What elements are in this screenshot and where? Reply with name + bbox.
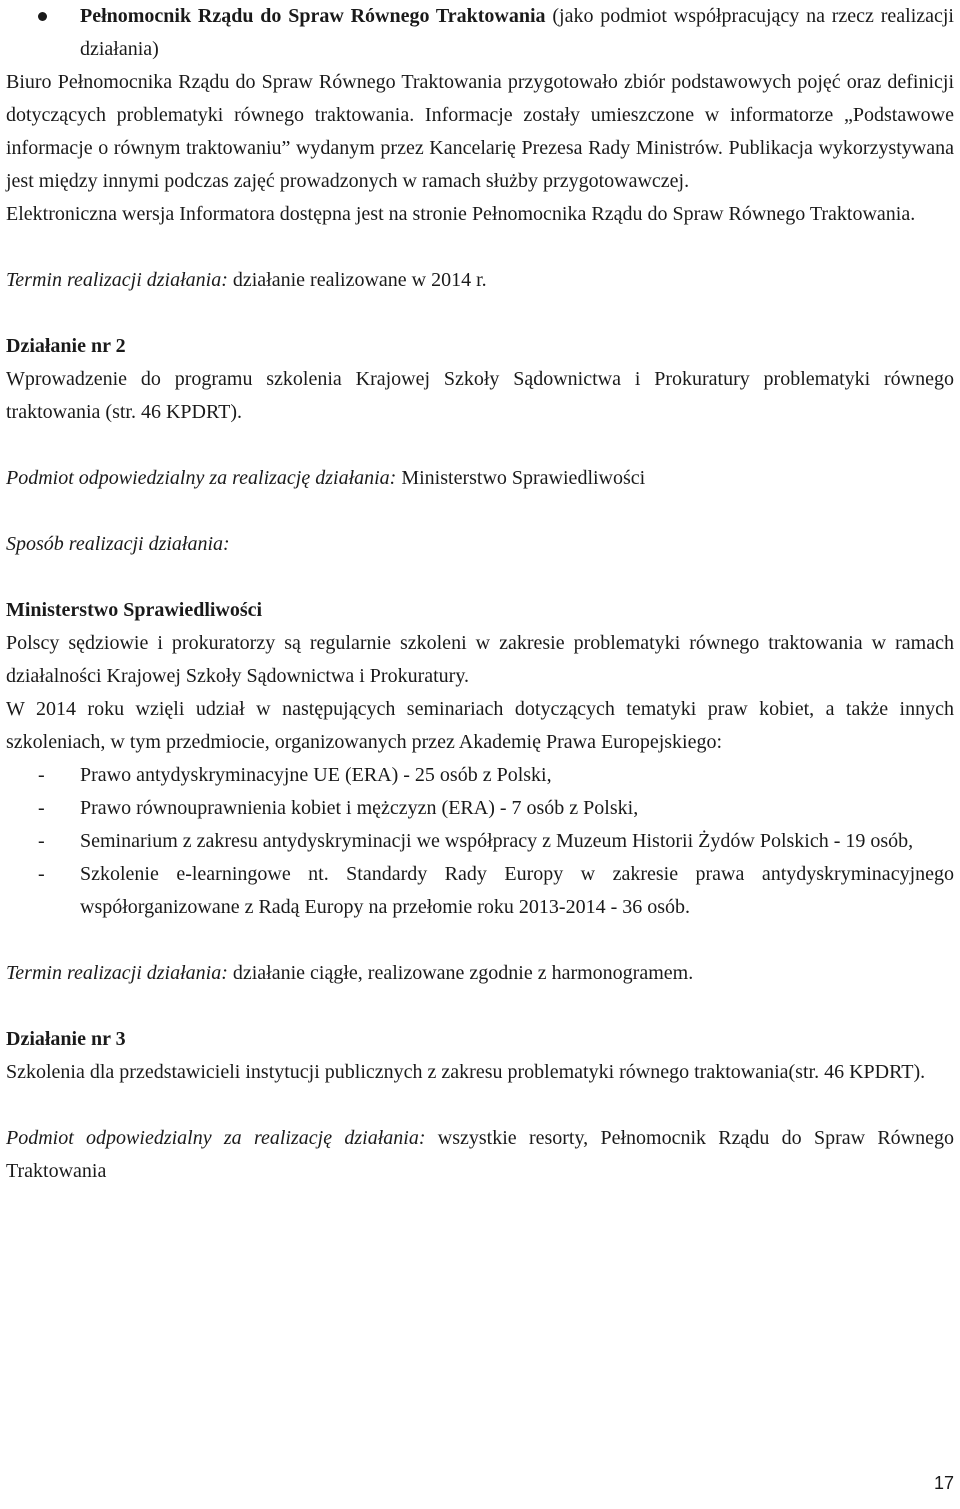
document-page: [6, 0, 954, 1188]
list-item: - Prawo równouprawnienia kobiet i mężczyzn (ERA) - 7 osób z Polski,: [6, 792, 954, 825]
deadline-label: Termin realizacji działania:: [6, 962, 228, 984]
action2-description: Wprowadzenie do programu szkolenia Krajowej Szkoły Sądownictwa i Prokuratury problematyki równego traktowania (str. 46 KPDRT).: [6, 368, 954, 423]
section1-deadline: [6, 264, 954, 297]
dash-marker: -: [38, 863, 45, 885]
action2-responsible: [6, 462, 954, 495]
action2-method-label: Sposób realizacji działania:: [6, 533, 230, 555]
action3-responsible: [6, 1122, 954, 1188]
bullet-bold-title: Pełnomocnik Rządu do Spraw Równego Traktowania: [80, 5, 546, 27]
action3-heading: Działanie nr 3: [6, 1028, 126, 1050]
action2-ministry-heading: Ministerstwo Sprawiedliwości: [6, 599, 263, 621]
list-item: - Seminarium z zakresu antydyskryminacji we współpracy z Muzeum Historii Żydów Polskich - 19 osób,: [6, 825, 954, 858]
action3-description: Szkolenia dla przedstawicieli instytucji publicznych z zakresu problematyki równego traktowania(str. 46 KPDRT).: [6, 1061, 926, 1083]
bullet-item-plenipotentiary: [6, 0, 954, 66]
deadline-value: działanie ciągłe, realizowane zgodnie z harmonogramem.: [232, 962, 694, 984]
responsible-label: Podmiot odpowiedzialny za realizację działania:: [6, 467, 397, 489]
action2-deadline: [6, 957, 954, 990]
action2-paragraph-1: Polscy sędziowie i prokuratorzy są regularnie szkoleni w zakresie problematyki równego traktowania w ramach działalności Krajowej Szkoły Sądownictwa i Prokuratury.: [6, 632, 954, 687]
responsible-label: Podmiot odpowiedzialny za realizację działania:: [6, 1127, 426, 1149]
responsible-value: Ministerstwo Sprawiedliwości: [401, 467, 646, 489]
seminar-list: [6, 759, 954, 924]
list-item: - Prawo antydyskryminacyjne UE (ERA) - 25 osób z Polski,: [6, 759, 954, 792]
page-number: 17: [933, 1473, 954, 1493]
dash-marker: -: [38, 830, 45, 852]
section1-paragraph-1: Biuro Pełnomocnika Rządu do Spraw Równego Traktowania przygotowało zbiór podstawowych pojęć oraz definicji dotyczących problematyki równego traktowania. Informacje zostały umieszczone w informatorze „Podstawowe informacje o równym traktowaniu” wydanym przez Kancelarię Prezesa Rady Ministrów. Publikacja wykorzystywana jest między innymi podczas zajęć prowadzonych w ramach służby przygotowawczej.: [6, 71, 954, 192]
list-item: - Szkolenie e-learningowe nt. Standardy Rady Europy w zakresie prawa antydyskryminacyjnego współorganizowane z Radą Europy na przełomie roku 2013-2014 - 36 osób.: [6, 858, 954, 924]
section1-paragraph-2: Elektroniczna wersja Informatora dostępna jest na stronie Pełnomocnika Rządu do Spraw Równego Traktowania.: [6, 203, 916, 225]
bullet-rest-text: (jako podmiot współpracujący na rzecz realizacji działania): [80, 5, 954, 60]
deadline-value: działanie realizowane w 2014 r.: [232, 269, 487, 291]
action2-heading: Działanie nr 2: [6, 335, 126, 357]
bullet-icon: [38, 12, 47, 21]
responsible-value: wszystkie resorty, Pełnomocnik Rządu do Spraw Równego Traktowania: [6, 1127, 955, 1182]
deadline-label: Termin realizacji działania:: [6, 269, 228, 291]
dash-marker: -: [38, 797, 45, 819]
action2-paragraph-2: W 2014 roku wzięli udział w następujących seminariach dotyczących tematyki praw kobiet, a także innych szkoleniach, w tym przedmiocie, organizowanych przez Akademię Prawa Europejskiego:: [6, 698, 954, 753]
dash-marker: -: [38, 764, 45, 786]
